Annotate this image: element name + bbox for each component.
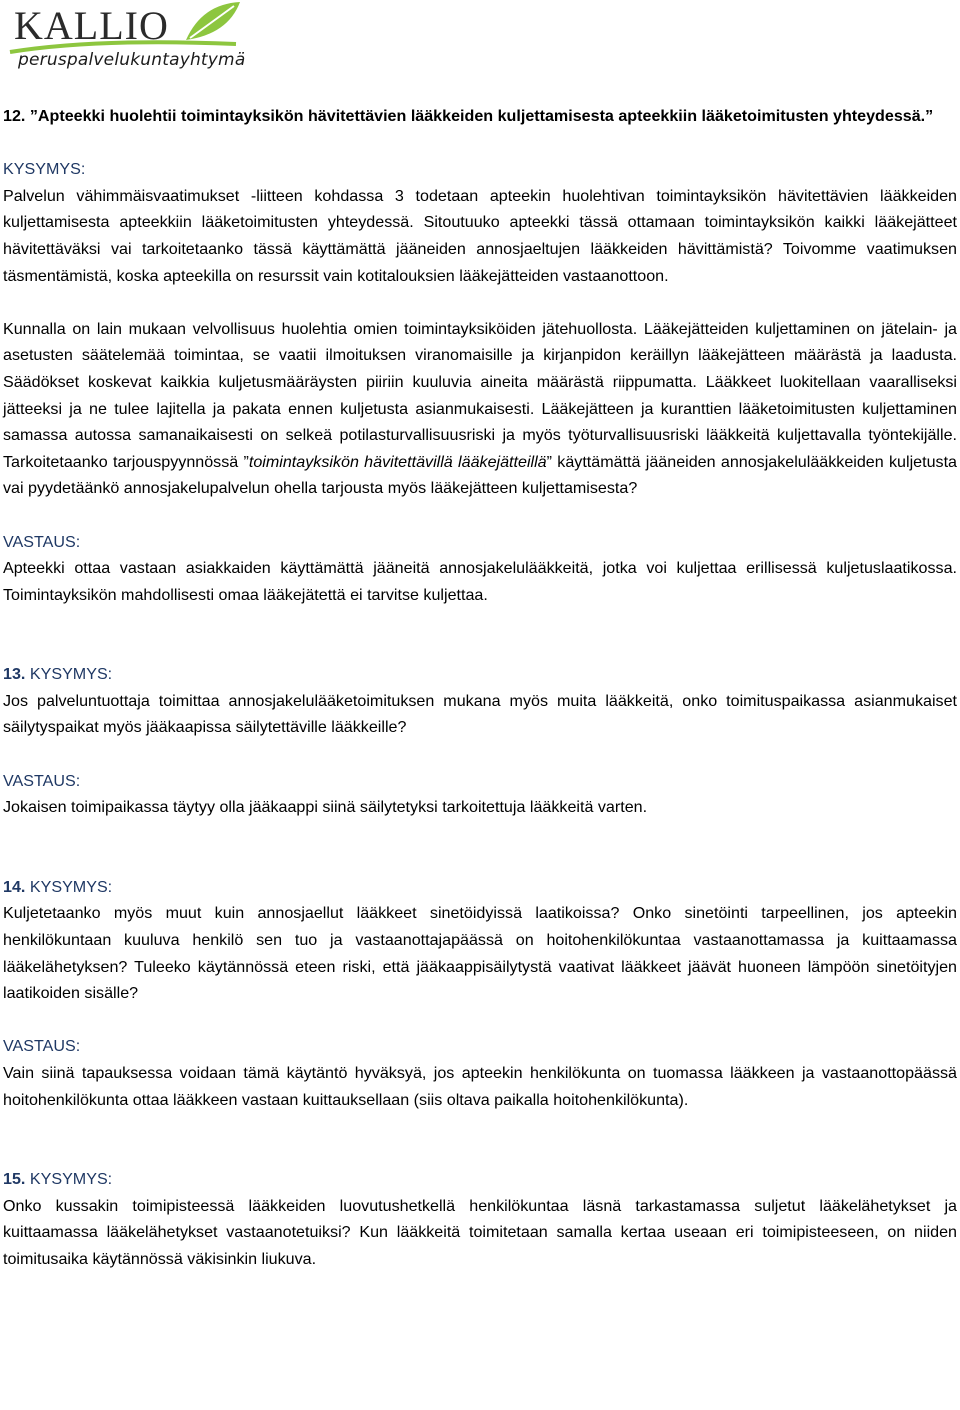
leaf-icon — [182, 0, 244, 44]
section-12 — [3, 103, 957, 608]
section-12-heading: 12. ”Apteekki huolehtii toimintayksikön hävitettävien lääkkeiden kuljettamisesta apteekkiin lääketoimitusten yhteydessä.” — [3, 107, 934, 125]
answer-text: Apteekki ottaa vastaan asiakkaiden käyttämättä jääneitä annosjakelulääkkeitä, jotka voi kuljettaa erillisessä kuljetuslaatikossa. Toimintayksikön mahdollisesti omaa lääkejätettä ei tarvitse kuljettaa. — [3, 559, 957, 604]
question-text: Palvelun vähimmäisvaatimukset -liitteen kohdassa 3 todetaan apteekin huolehtivan toimintayksikön hävitettävien lääkkeiden kuljettamisesta apteekkiin lääketoimitusten yhteydessä. Sitoutuuko apteekki tässä ottamaan toimintayksikön kaikki lääkejätteet hävitettäväksi vai tarkoitetaanko tässä käyttämättä jääneiden annosjaeltujen lääkkeiden hävittämistä? Toivomme vaatimuksen täsmentämistä, koska apteekilla on resurssit vain kotitalouksien lääkejätteiden vastaanottoon. — [3, 186, 957, 285]
question-text: Jos palveluntuottaja toimittaa annosjakelulääketoimituksen mukana myös muita lääkkeitä, onko toimituspaikassa asianmukaiset säilytyspaikat myös jääkaapissa säilytettäville lääkkeille? — [3, 691, 957, 737]
kallio-logo — [6, 0, 246, 82]
section-15 — [3, 1166, 957, 1272]
question-text: Kuljetetaanko myös muut kuin annosjaellut lääkkeet sinetöidyissä laatikoissa? Onko sinetöinti tarpeellinen, jos apteekin henkilökuntaan kuuluva henkilö sen tuo ja vastaanottajapäässä on hoitohenkilökuntaa vastaanottamassa ja kuittaamassa lääkelähetyksen? Tuleeko käytännössä eteen riski, että jääkaappisäilytystä vaativat lääkkeet jäävät huoneen lämpöön sinetöityjen laatikoiden sisälle? — [3, 904, 957, 1003]
question-text-continued: Kunnalla on lain mukaan velvollisuus huolehtia omien toimintayksiköiden jätehuollosta. Lääkejätteiden kuljettaminen on jätelain- ja asetusten säätelemää toimintaa, se vaatii ilmoituksen viranomaisille ja kirjanpidon keräillyn lääkejätteen määrästä ja laadusta. Säädökset koskevat kaikkia kuljetusmääräysten piiriin kuuluvia aineita määrästä riippumatta. Lääkkeet luokitellaan vaaralliseksi jätteeksi ja ne tulee lajitella ja pakata ennen kuljetusta asianmukaisesti. Lääkejätteen ja kuranttien lääketoimitusten kuljettaminen samassa autossa samanaikaisesti on selkeä potilasturvallisuusriski ja myös työturvallisuusriski lääkkeitä kuljettavalla työntekijälle. Tarkoitetaanko tarjouspyynnössä ”toimintayksikön hävitettävillä lääkejätteillä” käyttämättä jääneiden annosjakelulääkkeiden kuljetusta vai pyydetäänkö annosjakelupalvelun ohella tarjousta myös lääkejätteen kuljettamisesta? — [3, 319, 957, 498]
question-text: Onko kussakin toimipisteessä lääkkeiden luovutushetkellä henkilökuntaa läsnä tarkastamassa suljetut lääkelähetykset ja kuittaamassa lääkelähetykset vastaanotetuiksi? Kun lääkkeitä toimitetaan samalla kertaa useaan eri toimipisteeseen, on niiden toimitusaika käytännössä väkisinkin liukuva. — [3, 1196, 957, 1268]
section-13 — [3, 661, 957, 821]
section-14 — [3, 874, 957, 1113]
question-label: KYSYMYS: — [3, 160, 86, 179]
section-13-heading: 13. KYSYMYS: — [3, 665, 113, 684]
answer-text: Jokaisen toimipaikassa täytyy olla jääkaappi siinä säilytetyksi tarkoitettuja lääkkeitä varten. — [3, 798, 648, 817]
logo-subtitle: peruspalvelukuntayhtymä — [18, 50, 246, 70]
section-15-heading: 15. KYSYMYS: — [3, 1170, 113, 1189]
answer-label: VASTAUS: — [3, 532, 81, 551]
answer-label: VASTAUS: — [3, 771, 81, 790]
answer-label: VASTAUS: — [3, 1037, 81, 1056]
logo-name: KALLIO — [14, 3, 169, 48]
answer-text: Vain siinä tapauksessa voidaan tämä käytäntö hyväksyä, jos apteekin henkilökunta on tuomassa lääkkeen ja vastaanottopäässä hoitohenkilökunta ottaa lääkkeen vastaan kuittauksellaan (siis oltava paikalla hoitohenkilökunta). — [3, 1064, 957, 1109]
section-14-heading: 14. KYSYMYS: — [3, 877, 113, 896]
quoted-term: toimintayksikön hävitettävillä lääkejätteillä — [248, 452, 547, 471]
document-body — [3, 103, 957, 1273]
